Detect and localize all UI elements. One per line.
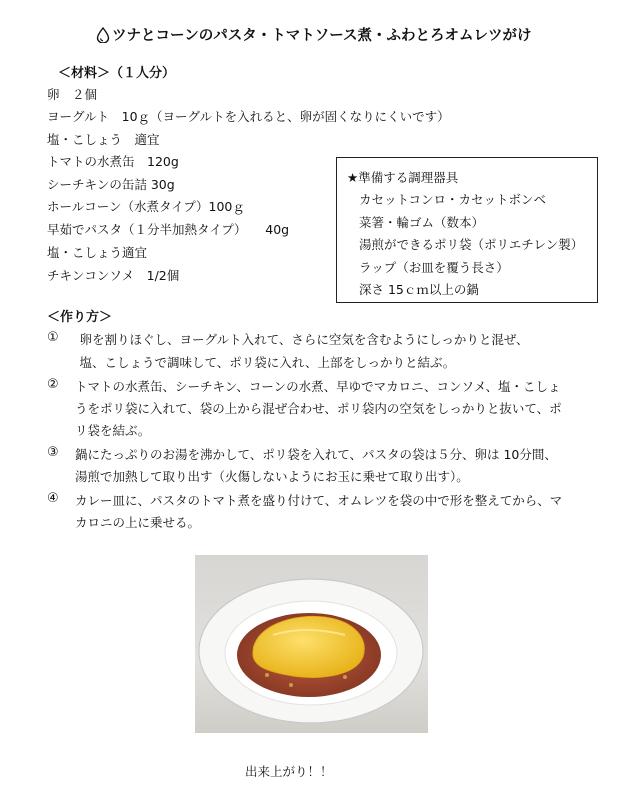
ingredient-item: トマトの水煮缶 120g bbox=[47, 154, 179, 169]
tools-box bbox=[336, 157, 598, 303]
omelette-plate-illustration bbox=[195, 555, 428, 733]
ingredient-item: チキンコンソメ 1/2個 bbox=[47, 268, 180, 283]
step-line: 鍋にたっぷりのお湯を沸かして、ポリ袋を入れて、パスタの袋は５分、卵は 10分間、 bbox=[75, 447, 557, 462]
tool-item: 深さ 15ｃｍ以上の鍋 bbox=[359, 282, 479, 297]
step-line: うをポリ袋に入れて、袋の上から混ぜ合わせ、ポリ袋内の空気をしっかりと抜いて、ポ bbox=[75, 401, 562, 416]
step-line: リ袋を結ぶ。 bbox=[75, 423, 151, 438]
recipe-title-text: ツナとコーンのパスタ・トマトソース煮・ふわとろオムレツがけ bbox=[112, 28, 532, 44]
ingredient-item: 早茹でパスタ（１分半加熱タイプ） 40g bbox=[47, 222, 290, 237]
step-number: ② bbox=[47, 377, 59, 392]
step-line: 塩、こしょうで調味して、ポリ袋に入れ、上部をしっかりと結ぶ。 bbox=[67, 355, 456, 370]
step-line: カロニの上に乗せる。 bbox=[75, 515, 201, 530]
ingredient-item: ヨーグルト 10ｇ（ヨーグルトを入れると、卵が固くなりにくいです） bbox=[47, 109, 450, 124]
tool-item: 菜箸・輪ゴム（数本） bbox=[359, 215, 485, 230]
step-line: 湯煎で加熱して取り出す（火傷しないようにお玉に乗せて取り出す）。 bbox=[75, 469, 469, 484]
ingredient-item: シーチキンの缶詰 30g bbox=[47, 177, 175, 192]
step-line: カレー皿に、パスタのトマト煮を盛り付けて、オムレツを袋の中で形を整えてから、マ bbox=[75, 493, 563, 508]
step-line: 卵を割りほぐし、ヨーグルト入れて、さらに空気を含むようにしっかりと混ぜ、 bbox=[67, 332, 529, 347]
ingredient-item: 卵 ２個 bbox=[47, 87, 98, 102]
tools-heading: ★準備する調理器具 bbox=[347, 170, 459, 185]
ingredient-item: 塩・こしょう 適宜 bbox=[47, 132, 160, 147]
finished-dish-photo bbox=[195, 555, 428, 733]
step-number: ③ bbox=[47, 445, 59, 460]
step-number: ① bbox=[47, 330, 59, 345]
ingredient-item: ホールコーン（水煮タイプ）100ｇ bbox=[47, 199, 245, 214]
step-line: トマトの水煮缶、シーチキン、コーンの水煮、早ゆでマカロニ、コンソメ、塩・こしょ bbox=[75, 379, 561, 394]
finished-caption: 出来上がり！！ bbox=[245, 764, 333, 779]
method-heading: ＜作り方＞ bbox=[47, 310, 113, 325]
tool-item: ラップ（お皿を覆う長さ） bbox=[359, 260, 509, 275]
tool-item: カセットコンロ・カセットボンベ bbox=[359, 192, 547, 207]
recipe-title bbox=[96, 24, 531, 45]
drop-icon bbox=[96, 27, 110, 43]
step-number: ④ bbox=[47, 491, 59, 506]
tool-item: 湯煎ができるポリ袋（ポリエチレン製） bbox=[359, 237, 584, 252]
ingredient-item: 塩・こしょう適宜 bbox=[47, 245, 148, 260]
ingredients-heading: ＜材料＞（１人分） bbox=[58, 66, 176, 81]
